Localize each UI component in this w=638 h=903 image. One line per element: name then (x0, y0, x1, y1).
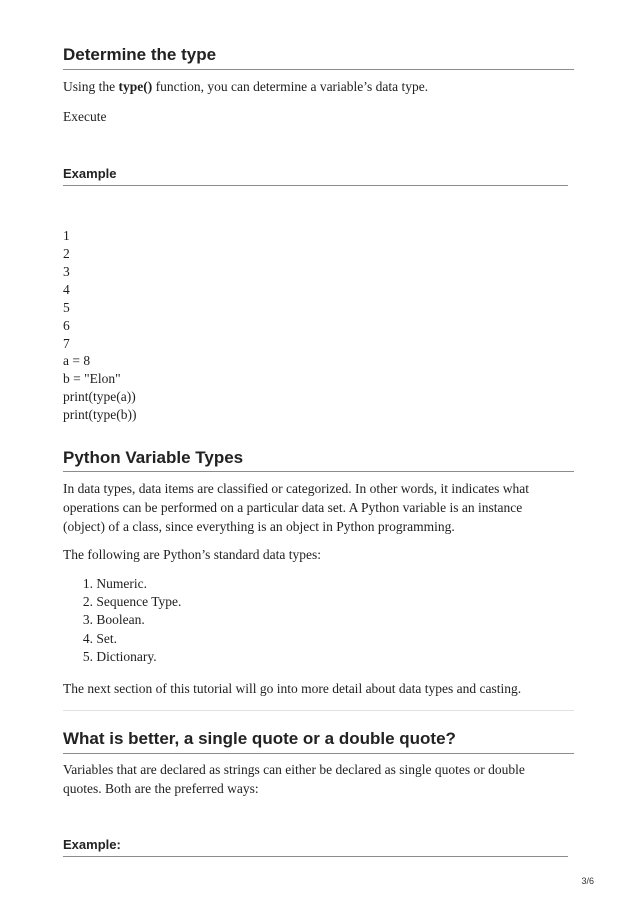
list-intro: The following are Python’s standard data types: (63, 547, 321, 562)
example-underline (63, 856, 568, 857)
list-item (63, 648, 181, 666)
list-item (63, 575, 181, 593)
example-heading: Example (63, 166, 117, 181)
list-item (63, 593, 181, 611)
line-number: 7 (63, 336, 70, 351)
variable-types-paragraph: In data types, data items are classified or categorized. In other words, it indicates what operations can be performed on a particular data set. A Python variable is an instance (object) of a class, since everything is an object in Python programming. (63, 481, 529, 534)
list-item-text: Boolean. (96, 612, 145, 628)
code-line: print(type(b)) (63, 407, 137, 422)
code-line: b = "Elon" (63, 371, 121, 386)
list-item (63, 630, 181, 648)
quotes-paragraph: Variables that are declared as strings can either be declared as single quotes or double quotes. Both are the preferred ways: (63, 762, 525, 796)
execute-link[interactable]: Execute (63, 109, 107, 124)
intro-code-term: type() (118, 79, 153, 94)
heading-underline (63, 753, 574, 754)
section-heading-variable-types: Python Variable Types (63, 448, 244, 467)
line-number: 4 (63, 282, 70, 297)
list-item-number: 1. (82, 576, 93, 591)
section-heading-determine-type: Determine the type (63, 45, 217, 64)
example-heading: Example: (63, 837, 121, 852)
list-item-text: Numeric. (96, 576, 147, 591)
code-line: print(type(a)) (63, 389, 136, 404)
intro-text-end: function, you can determine a variable’s data type. (152, 79, 429, 94)
outro-paragraph: The next section of this tutorial will go into more detail about data types and casting. (63, 681, 522, 696)
line-number: 1 (63, 228, 70, 243)
list-item (63, 611, 181, 629)
list-item-number: 3. (82, 612, 93, 628)
data-types-list (63, 575, 181, 666)
list-item-text: Sequence Type. (96, 594, 182, 610)
heading-underline (63, 471, 574, 472)
intro-paragraph (63, 77, 563, 96)
page-number: 3/6 (581, 876, 594, 886)
example-underline (63, 185, 568, 186)
list-item-text: Set. (96, 630, 118, 646)
line-number: 3 (63, 264, 70, 279)
list-item-number: 2. (82, 594, 93, 610)
line-number: 2 (63, 246, 70, 261)
line-number: 6 (63, 318, 70, 333)
section-divider (63, 710, 574, 711)
line-number: 5 (63, 300, 70, 315)
list-item-text: Dictionary. (96, 648, 157, 664)
section-heading-quotes: What is better, a single quote or a double quote? (63, 729, 456, 748)
list-item-number: 4. (82, 630, 93, 646)
intro-text-start: Using the (63, 79, 119, 94)
list-item-number: 5. (82, 648, 93, 664)
code-line: a = 8 (63, 353, 91, 368)
heading-underline (63, 69, 574, 70)
